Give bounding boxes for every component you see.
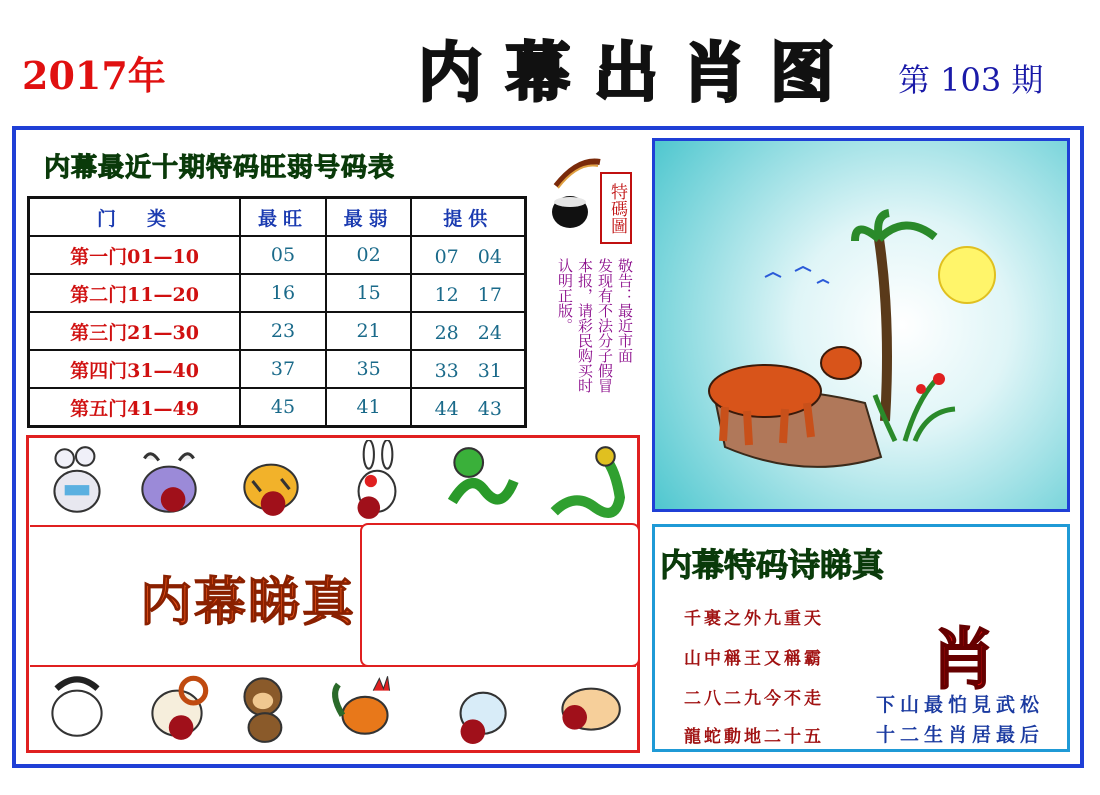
provide-cell: 07 04 bbox=[411, 236, 525, 274]
table-header-row bbox=[29, 198, 526, 237]
title-char: 幕 bbox=[506, 37, 570, 111]
monkey-icon bbox=[226, 664, 308, 746]
title-char: 肖 bbox=[682, 37, 746, 111]
rabbit-icon bbox=[336, 440, 418, 522]
notice-column: 敬告：最近市面 bbox=[616, 258, 634, 363]
col-header: 最旺 bbox=[240, 198, 326, 237]
tail-line: 十二生肖居最后 bbox=[876, 724, 1045, 746]
dog-icon bbox=[438, 664, 520, 746]
pig-icon bbox=[546, 664, 628, 746]
ox-icon bbox=[128, 440, 210, 522]
table-title: 内幕最近十期特码旺弱号码表 bbox=[44, 153, 396, 183]
scene-drawing bbox=[655, 141, 1067, 509]
rat-icon bbox=[36, 440, 118, 522]
title-char: 图 bbox=[770, 37, 834, 111]
table-row bbox=[29, 236, 526, 274]
group-cell: 第二门11—20 bbox=[29, 274, 241, 312]
hot-cell: 37 bbox=[240, 350, 326, 388]
provide-cell: 33 31 bbox=[411, 350, 525, 388]
dragon-icon bbox=[440, 440, 522, 522]
notice-column: 发现有不法分子假冒 bbox=[596, 258, 614, 393]
poem-title: 内幕特码诗睇真 bbox=[660, 546, 885, 584]
notice-text bbox=[548, 258, 634, 418]
table-row bbox=[29, 312, 526, 350]
col-header: 提供 bbox=[411, 198, 525, 237]
issue-label: 第 103 期 bbox=[898, 61, 1044, 99]
table-row bbox=[29, 274, 526, 312]
dog-scene-illustration bbox=[652, 138, 1070, 512]
provide-cell: 28 24 bbox=[411, 312, 525, 350]
tiger-icon bbox=[230, 440, 312, 522]
rooster-icon bbox=[324, 664, 406, 746]
col-header: 最弱 bbox=[326, 198, 412, 237]
poem-line: 龍蛇動地二十五 bbox=[684, 727, 824, 747]
col-header: 门 类 bbox=[29, 198, 241, 237]
table-row bbox=[29, 388, 526, 427]
cold-cell: 15 bbox=[326, 274, 412, 312]
pot-icon bbox=[548, 150, 604, 240]
hot-cell: 23 bbox=[240, 312, 326, 350]
group-cell: 第四门31—40 bbox=[29, 350, 241, 388]
page-title bbox=[408, 30, 848, 111]
hot-cell: 05 bbox=[240, 236, 326, 274]
title-char: 出 bbox=[594, 37, 658, 111]
cold-cell: 41 bbox=[326, 388, 412, 427]
poem-line: 山中稱王又稱霸 bbox=[684, 649, 824, 669]
blank-panel bbox=[360, 523, 640, 667]
hot-cold-table bbox=[27, 196, 527, 428]
group-cell: 第五门41—49 bbox=[29, 388, 241, 427]
answer-char: 肖 bbox=[930, 621, 996, 698]
table-row bbox=[29, 350, 526, 388]
group-cell: 第三门21—30 bbox=[29, 312, 241, 350]
hot-cell: 16 bbox=[240, 274, 326, 312]
slogan-text: 内幕睇真 bbox=[140, 572, 357, 633]
goat-icon bbox=[136, 664, 218, 746]
tail-line: 下山最怕見武松 bbox=[876, 694, 1045, 716]
poem-line: 千裹之外九重天 bbox=[684, 609, 824, 629]
hot-cell: 45 bbox=[240, 388, 326, 427]
provide-cell: 44 43 bbox=[411, 388, 525, 427]
cold-cell: 35 bbox=[326, 350, 412, 388]
poem-line: 二八二九今不走 bbox=[684, 689, 824, 709]
cold-cell: 21 bbox=[326, 312, 412, 350]
provide-cell: 12 17 bbox=[411, 274, 525, 312]
cold-cell: 02 bbox=[326, 236, 412, 274]
notice-column: 本报，请彩民购买时 bbox=[576, 258, 594, 393]
year-label: 2017年 bbox=[22, 53, 166, 98]
title-char: 内 bbox=[418, 37, 482, 111]
notice-column: 认明正版。 bbox=[556, 258, 574, 333]
horse-icon bbox=[36, 664, 118, 746]
group-cell: 第一门01—10 bbox=[29, 236, 241, 274]
seal-stamp: 特碼圖 bbox=[600, 172, 632, 244]
snake-icon bbox=[544, 440, 626, 522]
